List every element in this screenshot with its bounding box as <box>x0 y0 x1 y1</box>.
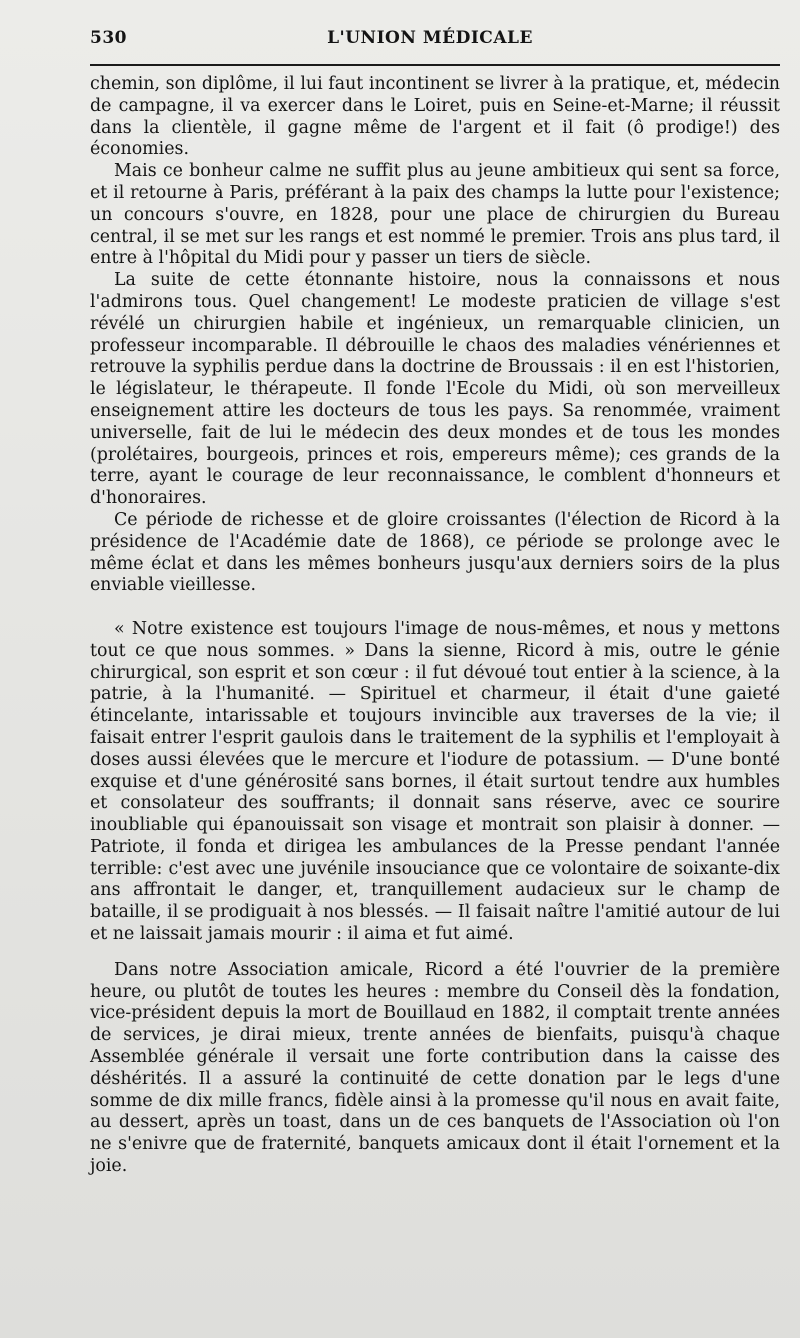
paragraph-2: Mais ce bonheur calme ne suffit plus au jeune ambitieux qui sent sa force, et il retourne à Paris, préférant à la paix des champs la lutte pour l'existence; un concours s'ouvre, en 1828, pour une place de chirurgien du Bureau central, il se met sur les rangs et est nommé le premier. Trois ans plus tard, il entre à l'hôpital du Midi pour y passer un tiers de siècle. <box>90 161 780 269</box>
paragraph-3: La suite de cette étonnante histoire, nous la connaissons et nous l'admirons tous. Quel changement! Le modeste praticien de village s'est révélé un chirurgien habile et ingénieux, un remarquable clinicien, un professeur incomparable. Il débrouille le chaos des maladies vénériennes et retrouve la syphilis perdue dans la doctrine de Broussais : il en est l'historien, le législateur, le thérapeute. Il fonde l'Ecole du Midi, où son merveilleux enseignement attire les docteurs de tous les pays. Sa renommée, vraiment universelle, fait de lui le médecin des deux mondes et de tous les mondes (prolétaires, bourgeois, princes et rois, empereurs même); ces grands de la terre, ayant le courage de leur reconnaissance, le comblent d'honneurs et d'honoraires. <box>90 270 780 509</box>
header-rule <box>90 64 780 66</box>
paragraph-6: Dans notre Association amicale, Ricord a été l'ouvrier de la première heure, ou plutôt de toutes les heures : membre du Conseil dès la fondation, vice-président depuis la mort de Bouillaud en 1882, il comptait trente années de services, je dirai mieux, trente années de bienfaits, puisqu'à chaque Assemblée générale il versait une forte contribution dans la caisse des déshérités. Il a assuré la continuité de cette donation par le legs d'une somme de dix mille francs, fidèle ainsi à la promesse qu'il nous en avait faite, au dessert, après un toast, dans un de ces banquets de l'Association où l'on ne s'enivre que de fraternité, banquets amicaux dont il était l'ornement et la joie. <box>90 959 780 1177</box>
paragraph-1: chemin, son diplôme, il lui faut incontinent se livrer à la pratique, et, médecin de campagne, il va exercer dans le Loiret, puis en Seine-et-Marne; il réussit dans la clientèle, il gagne même de l'argent et il fait (ô prodige!) des économies. <box>90 74 780 160</box>
paragraph-4: Ce période de richesse et de gloire croissantes (l'élection de Ricord à la présidence de l'Académie date de 1868), ce période se prolonge avec le même éclat et dans les mêmes bonheurs jusqu'aux derniers soirs de la plus enviable vieillesse. <box>90 509 780 596</box>
body-text <box>90 74 780 1178</box>
paragraph-spacer <box>90 946 780 960</box>
paragraph-5: « Notre existence est toujours l'image de nous-mêmes, et nous y mettons tout ce que nous sommes. » Dans la sienne, Ricord à mis, outre le génie chirurgical, son esprit et son cœur : il fut dévoué tout entier à la science, à la patrie, à la l'humanité. — Spirituel et charmeur, il était d'une gaieté étincelante, intarissable et toujours invincible aux traverses de la vie; il faisait entrer l'esprit gaulois dans le traitement de la syphilis et l'employait à doses aussi élevées que le mercure et l'iodure de potassium. — D'une bonté exquise et d'une générosité sans bornes, il était surtout tendre aux humbles et consolateur des souffrants; il donnait sans réserve, avec ce sourire inoubliable qui épanouissait son visage et montrait son plaisir à donner. — Patriote, il fonda et dirigea les ambulances de la Presse pendant l'année terrible: c'est avec une juvénile insouciance que ce volontaire de soixante-dix ans affrontait le danger, et, tranquillement audacieux sur le champ de bataille, il se prodiguait à nos blessés. — Il faisait naître l'amitié autour de lui et ne laissait jamais mourir : il aima et fut aimé. <box>90 618 780 945</box>
paragraph-spacer <box>90 597 780 619</box>
page-number: 530 <box>90 28 127 48</box>
running-head <box>90 28 770 56</box>
journal-title: L'UNION MÉDICALE <box>327 28 533 48</box>
